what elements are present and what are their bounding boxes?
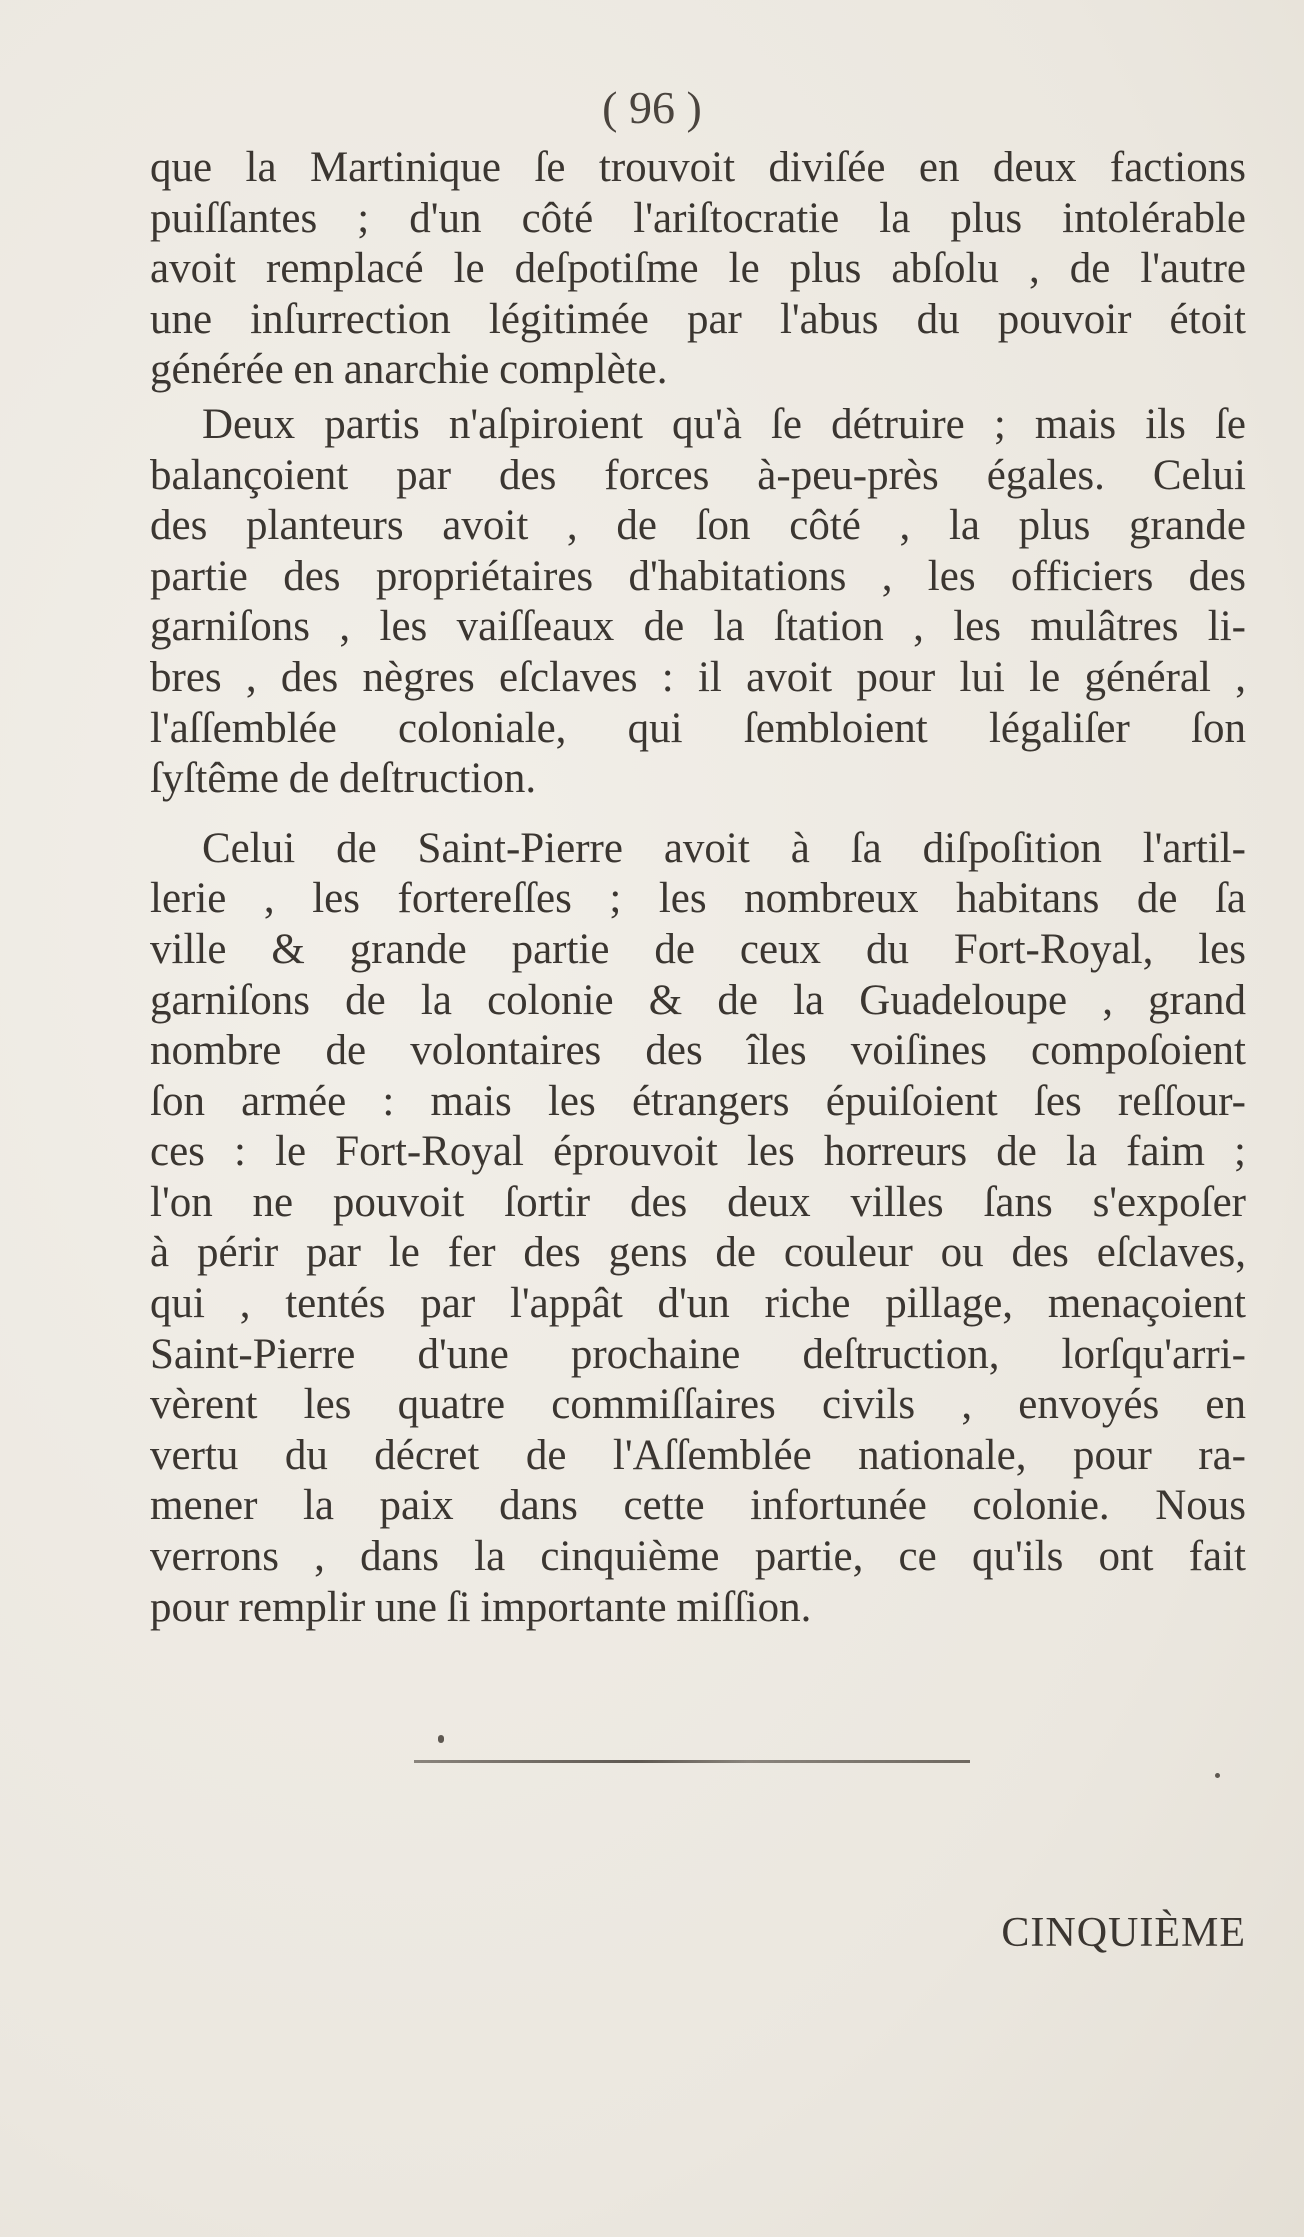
text-line: ville & grande partie de ceux du Fort-Royal, les	[150, 925, 1246, 973]
paragraph-2	[150, 400, 1246, 805]
text-line: vèrent les quatre commiſſaires civils , envoyés en	[150, 1381, 1246, 1429]
text-line: nombre de volontaires des îles voiſines compoſoient	[150, 1027, 1246, 1075]
text-line: Celui de Saint-Pierre avoit à ſa diſpoſition l'artil-	[202, 824, 1246, 872]
text-line: mener la paix dans cette infortunée colonie. Nous	[150, 1482, 1246, 1530]
text-line: générée en anarchie complète.	[150, 346, 668, 394]
text-line: des planteurs avoit , de ſon côté , la plus grande	[150, 502, 1246, 550]
text-line: l'on ne pouvoit ſortir des deux villes ſans s'expoſer	[150, 1178, 1246, 1226]
ink-speck	[1215, 1773, 1220, 1778]
paragraph-1	[150, 143, 1246, 396]
text-line: verrons , dans la cinquième partie, ce qu'ils ont fait	[150, 1533, 1246, 1581]
text-line: Saint-Pierre d'une prochaine deſtruction, lorſqu'arri-	[150, 1330, 1246, 1378]
text-line: une inſurrection légitimée par l'abus du pouvoir étoit	[150, 295, 1246, 343]
text-line: puiſſantes ; d'un côté l'ariſtocratie la plus intolérable	[150, 194, 1246, 242]
text-line: garniſons de la colonie & de la Guadeloupe , grand	[150, 976, 1246, 1024]
text-line: à périr par le fer des gens de couleur ou des eſclaves,	[150, 1229, 1246, 1277]
ink-speck	[438, 1735, 444, 1743]
text-line: partie des propriétaires d'habitations , les officiers des	[150, 552, 1246, 600]
catchword: CINQUIÈME	[1001, 1910, 1246, 1956]
text-line: garniſons , les vaiſſeaux de la ſtation , les mulâtres li-	[150, 603, 1246, 651]
text-line: ſon armée : mais les étrangers épuiſoient ſes reſſour-	[150, 1077, 1246, 1125]
text-line: pour remplir une ſi importante miſſion.	[150, 1583, 812, 1631]
text-line: avoit remplacé le deſpotiſme le plus abſolu , de l'autre	[150, 245, 1246, 293]
text-line: Deux partis n'aſpiroient qu'à ſe détruire ; mais ils ſe	[202, 400, 1246, 448]
text-line: ces : le Fort-Royal éprouvoit les horreurs de la faim ;	[150, 1128, 1246, 1176]
text-line: qui , tentés par l'appât d'un riche pillage, menaçoient	[150, 1280, 1246, 1328]
text-line: balançoient par des forces à-peu-près égales. Celui	[150, 451, 1246, 499]
body-text	[150, 143, 1246, 1633]
text-line: que la Martinique ſe trouvoit diviſée en deux factions	[150, 144, 1246, 191]
paragraph-3	[150, 824, 1246, 1634]
text-line: bres , des nègres eſclaves : il avoit pour lui le général ,	[150, 653, 1246, 701]
text-line: lerie , les fortereſſes ; les nombreux habitans de ſa	[150, 875, 1246, 923]
text-line: l'aſſemblée coloniale, qui ſembloient légaliſer ſon	[150, 704, 1246, 752]
text-line: ſyſtême de deſtruction.	[150, 755, 537, 803]
page-number: ( 96 )	[602, 82, 702, 133]
section-divider-rule	[414, 1760, 970, 1763]
text-line: vertu du décret de l'Aſſemblée nationale, pour ra-	[150, 1431, 1246, 1479]
